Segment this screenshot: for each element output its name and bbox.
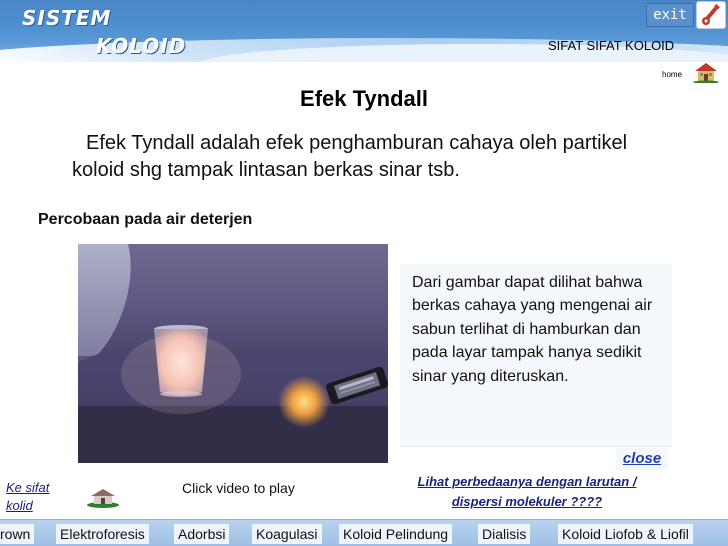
- nav-item-adorbsi[interactable]: Adorbsi: [174, 524, 229, 544]
- close-button[interactable]: close: [616, 448, 668, 470]
- back-link-line-2: kolid: [6, 498, 33, 513]
- intro-text: Efek Tyndall adalah efek penghamburan cahaya oleh partikel koloid shg tampak lintasan berkas sinar tsb.: [72, 132, 628, 181]
- experiment-heading: Percobaan pada air deterjen: [38, 211, 253, 228]
- bottom-navigation: [0, 519, 728, 546]
- home-label[interactable]: home: [662, 70, 683, 79]
- back-link-line-1: Ke sifat: [6, 480, 50, 495]
- house-icon[interactable]: [86, 486, 120, 508]
- exit-key-icon[interactable]: [696, 1, 726, 29]
- back-to-properties-link[interactable]: [6, 479, 49, 515]
- nav-item-dialisis[interactable]: Dialisis: [478, 524, 530, 544]
- nav-item-koloid-liofob-liofil[interactable]: Koloid Liofob & Liofil: [558, 524, 693, 544]
- logo-line-2: KOLOID: [96, 34, 187, 58]
- nav-item-koagulasi[interactable]: Koagulasi: [252, 524, 322, 544]
- nav-item-brown[interactable]: rown: [0, 524, 34, 544]
- header-band: [0, 0, 728, 62]
- house-icon[interactable]: [692, 61, 720, 83]
- tyndall-video[interactable]: [78, 244, 388, 463]
- page-title: Efek Tyndall: [300, 86, 428, 111]
- exit-button[interactable]: exit: [646, 3, 694, 27]
- explanation-text: Dari gambar dapat dilihat bahwa berkas cahaya yang mengenai air sabun terlihat di hamburkan dan pada layar tampak hanya sedikit sinar yang diteruskan.: [412, 274, 653, 385]
- nav-item-koloid-pelindung[interactable]: Koloid Pelindung: [339, 524, 452, 544]
- section-label: SIFAT SIFAT KOLOID: [548, 38, 675, 53]
- compare-molecular-link[interactable]: Lihat perbedaanya dengan larutan / dispersi molekuler ????: [417, 474, 637, 509]
- logo-line-1: SISTEM: [22, 6, 112, 30]
- nav-item-elektroforesis[interactable]: Elektroforesis: [56, 524, 149, 544]
- video-caption: Click video to play: [182, 480, 295, 496]
